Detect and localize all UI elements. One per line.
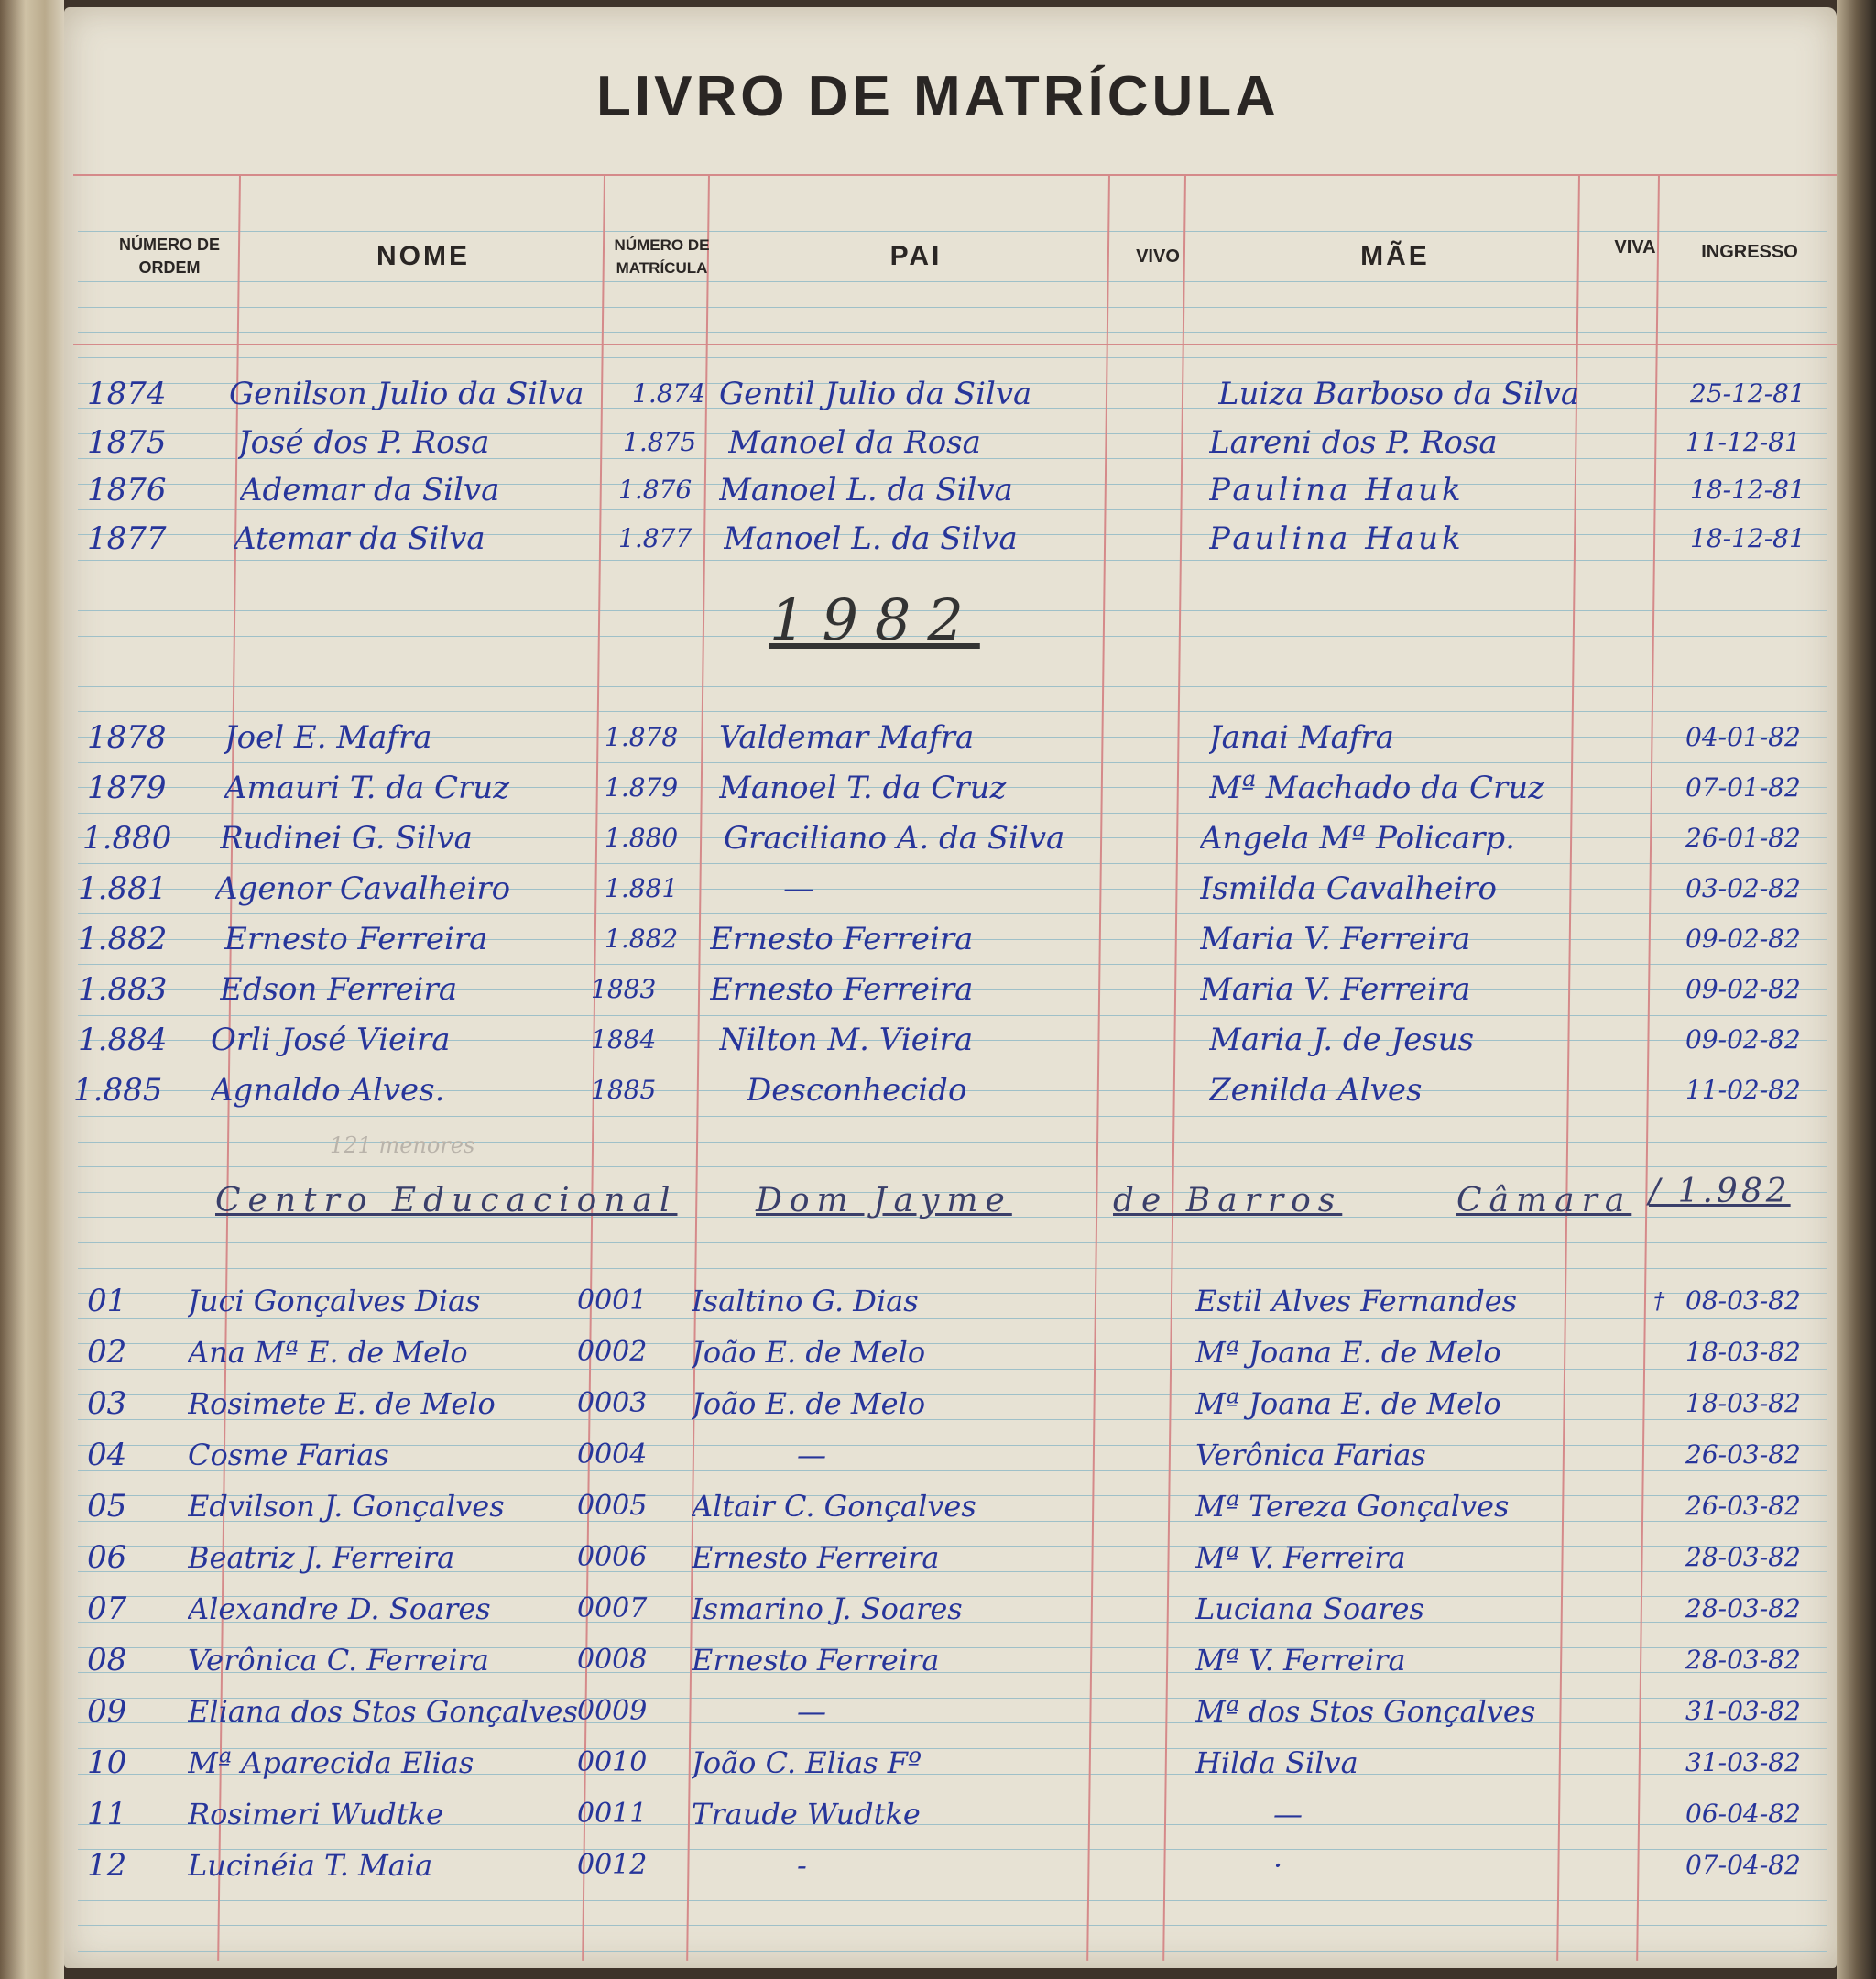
mae-cell: Paulina Hauk	[1209, 520, 1465, 557]
banner-part2: Dom Jayme	[756, 1182, 1012, 1219]
matricula-cell: 0006	[577, 1541, 648, 1573]
ingresso-cell: 07-04-82	[1685, 1850, 1801, 1880]
ingresso-cell: 18-12-81	[1690, 475, 1805, 505]
mae-cell: Hilda Silva	[1195, 1745, 1358, 1780]
ingresso-cell: 18-03-82	[1685, 1337, 1801, 1367]
ordem-cell: 11	[87, 1796, 127, 1832]
ingresso-cell: 28-03-82	[1685, 1645, 1801, 1675]
page-title: LIVRO DE MATRÍCULA	[596, 65, 1280, 128]
nome-cell: Ademar da Silva	[240, 472, 500, 508]
matricula-cell: 1883	[591, 974, 657, 1004]
ruled-line	[78, 1015, 1827, 1016]
ruled-line	[78, 762, 1827, 763]
header-vivo: VIVO	[1136, 246, 1180, 267]
nome-cell: José dos P. Rosa	[238, 424, 490, 461]
ingresso-cell: 11-12-81	[1685, 427, 1801, 457]
mae-cell: —	[1273, 1797, 1303, 1831]
matricula-cell: 0008	[577, 1644, 648, 1676]
ruled-line	[78, 357, 1827, 358]
ruled-line	[78, 332, 1827, 333]
year-heading: 1982	[769, 586, 980, 653]
ingresso-cell: 26-03-82	[1685, 1439, 1801, 1470]
matricula-cell: 1.880	[605, 823, 679, 853]
viva-cell: †	[1653, 1288, 1664, 1314]
ruled-line	[78, 964, 1827, 965]
header-viva: VIVA	[1614, 236, 1656, 257]
pai-cell: Gentil Julio da Silva	[719, 376, 1032, 412]
pai-cell: Manoel L. da Silva	[719, 472, 1013, 508]
ordem-cell: 1.882	[78, 921, 168, 957]
pai-cell: —	[783, 870, 814, 907]
matricula-cell: 1.878	[605, 722, 679, 752]
ordem-cell: 07	[87, 1591, 127, 1627]
ordem-cell: 12	[87, 1847, 127, 1884]
matricula-cell: 0007	[577, 1592, 648, 1624]
ordem-cell: 1874	[87, 376, 167, 412]
ingresso-cell: 31-03-82	[1685, 1747, 1801, 1777]
ordem-cell: 1.885	[73, 1072, 163, 1109]
header-ingresso: INGRESSO	[1701, 241, 1798, 262]
pai-cell: Ernesto Ferreira	[692, 1643, 940, 1678]
faint-pencil-note: 121 menores	[330, 1132, 475, 1158]
banner-part3: de Barros	[1113, 1182, 1343, 1219]
mae-cell: Angela Mª Policarp.	[1200, 820, 1515, 857]
ordem-cell: 1.880	[82, 820, 172, 857]
ingresso-cell: 28-03-82	[1685, 1542, 1801, 1572]
ingresso-cell: 07-01-82	[1685, 772, 1801, 803]
ordem-cell: 1879	[87, 770, 167, 806]
ordem-cell: 01	[87, 1283, 127, 1319]
matricula-cell: 0003	[577, 1387, 648, 1419]
pai-cell: Graciliano A. da Silva	[724, 820, 1065, 857]
nome-cell: Amauri T. da Cruz	[224, 770, 510, 806]
mae-cell: Mª Joana E. de Melo	[1195, 1335, 1501, 1370]
nome-cell: Atemar da Silva	[234, 520, 485, 557]
ruled-line	[78, 711, 1827, 712]
ordem-cell: 03	[87, 1385, 127, 1422]
pai-cell: Ismarino J. Soares	[692, 1591, 963, 1626]
ingresso-cell: 09-02-82	[1685, 1024, 1801, 1055]
mae-cell: Mª V. Ferreira	[1195, 1540, 1406, 1575]
pai-cell: Ernesto Ferreira	[710, 971, 974, 1008]
ordem-cell: 04	[87, 1437, 127, 1473]
mae-cell: Mª V. Ferreira	[1195, 1643, 1406, 1678]
nome-cell: Edvilson J. Gonçalves	[188, 1489, 505, 1524]
mae-cell: Maria V. Ferreira	[1200, 921, 1471, 957]
nome-cell: Ana Mª E. de Melo	[188, 1335, 468, 1370]
header-rule	[73, 344, 1837, 345]
pai-cell: João E. de Melo	[692, 1386, 926, 1421]
ruled-line	[78, 307, 1827, 308]
ingresso-cell: 26-03-82	[1685, 1491, 1801, 1521]
pai-cell: Ernesto Ferreira	[710, 921, 974, 957]
ingresso-cell: 26-01-82	[1685, 823, 1801, 853]
header-ordem: NÚMERO DE ORDEM	[118, 235, 220, 277]
ordem-cell: 10	[87, 1744, 127, 1781]
pai-cell: Ernesto Ferreira	[692, 1540, 940, 1575]
nome-cell: Juci Gonçalves Dias	[188, 1284, 481, 1318]
ordem-cell: 1877	[87, 520, 167, 557]
nome-cell: Eliana dos Stos Gonçalves	[188, 1694, 578, 1729]
mae-cell: Ismilda Cavalheiro	[1200, 870, 1497, 907]
pai-cell: Altair C. Gonçalves	[692, 1489, 976, 1524]
mae-cell: Maria V. Ferreira	[1200, 971, 1471, 1008]
nome-cell: Edson Ferreira	[220, 971, 458, 1008]
matricula-cell: 1884	[591, 1024, 657, 1055]
ingresso-cell: 25-12-81	[1690, 378, 1805, 409]
pai-cell: João E. de Melo	[692, 1335, 926, 1370]
matricula-cell: 1885	[591, 1075, 657, 1105]
ruled-line	[78, 863, 1827, 864]
nome-cell: Lucinéia T. Maia	[188, 1848, 433, 1883]
nome-cell: Verônica C. Ferreira	[188, 1643, 489, 1678]
ruled-line	[78, 686, 1827, 687]
book-spine	[0, 0, 64, 1979]
mae-cell: Mª Joana E. de Melo	[1195, 1386, 1501, 1421]
mae-cell: Verônica Farias	[1195, 1438, 1426, 1472]
page-edge	[1837, 0, 1876, 1979]
matricula-cell: 0012	[577, 1849, 648, 1881]
nome-cell: Joel E. Mafra	[224, 719, 432, 756]
ruled-line	[78, 913, 1827, 914]
matricula-cell: 0001	[577, 1285, 648, 1317]
nome-cell: Orli José Vieira	[211, 1022, 451, 1058]
ordem-cell: 1876	[87, 472, 167, 508]
matricula-cell: 1.875	[623, 427, 697, 457]
pai-cell: Valdemar Mafra	[719, 719, 975, 756]
header-matricula: NÚMERO DE MATRÍCULA	[614, 236, 710, 277]
ruled-line	[78, 1951, 1827, 1952]
pai-cell: Traude Wudtke	[692, 1797, 921, 1831]
mae-cell: Janai Mafra	[1209, 719, 1394, 756]
pai-cell: Nilton M. Vieira	[719, 1022, 974, 1058]
ordem-cell: 06	[87, 1539, 127, 1576]
pai-cell: Isaltino G. Dias	[692, 1284, 919, 1318]
ordem-cell: 08	[87, 1642, 127, 1678]
nome-cell: Beatriz J. Ferreira	[188, 1540, 455, 1575]
matricula-cell: 0002	[577, 1336, 648, 1368]
nome-cell: Rudinei G. Silva	[220, 820, 473, 857]
nome-cell: Genilson Julio da Silva	[229, 376, 584, 412]
matricula-cell: 0009	[577, 1695, 648, 1727]
matricula-cell: 0010	[577, 1746, 648, 1778]
mae-cell: Zenilda Alves	[1209, 1072, 1423, 1109]
ingresso-cell: 31-03-82	[1685, 1696, 1801, 1726]
ordem-cell: 05	[87, 1488, 127, 1525]
nome-cell: Cosme Farias	[188, 1438, 389, 1472]
ingresso-cell: 08-03-82	[1685, 1285, 1801, 1316]
pai-cell: -	[797, 1848, 807, 1883]
ingresso-cell: 06-04-82	[1685, 1799, 1801, 1829]
pai-cell: João C. Elias Fº	[692, 1745, 922, 1780]
mae-cell: ·	[1273, 1848, 1283, 1883]
ordem-cell: 1.881	[78, 870, 168, 907]
ordem-cell: 02	[87, 1334, 127, 1371]
pai-cell: Manoel L. da Silva	[724, 520, 1018, 557]
ordem-cell: 1878	[87, 719, 167, 756]
ruled-line	[78, 1900, 1827, 1901]
matricula-cell: 0011	[577, 1798, 648, 1830]
pai-cell: Desconhecido	[747, 1072, 967, 1109]
matricula-cell: 1.879	[605, 772, 679, 803]
mae-cell: Luiza Barboso da Silva	[1218, 376, 1580, 412]
mae-cell: Maria J. de Jesus	[1209, 1022, 1475, 1058]
matricula-cell: 0005	[577, 1490, 648, 1522]
ingresso-cell: 18-03-82	[1685, 1388, 1801, 1418]
mae-cell: Luciana Soares	[1195, 1591, 1424, 1626]
pai-cell: Manoel T. da Cruz	[719, 770, 1007, 806]
ingresso-cell: 09-02-82	[1685, 924, 1801, 954]
matricula-cell: 1.881	[605, 873, 679, 903]
matricula-cell: 1.877	[618, 523, 693, 553]
mae-cell: Mª dos Stos Gonçalves	[1195, 1694, 1536, 1729]
header-nome: NOME	[376, 241, 470, 271]
nome-cell: Rosimeri Wudtke	[188, 1797, 443, 1831]
header-rule	[73, 174, 1837, 176]
pai-cell: Manoel da Rosa	[728, 424, 981, 461]
ingresso-cell: 28-03-82	[1685, 1593, 1801, 1624]
matricula-cell: 0004	[577, 1438, 648, 1471]
ingresso-cell: 09-02-82	[1685, 974, 1801, 1004]
pai-cell: —	[797, 1694, 826, 1729]
nome-cell: Ernesto Ferreira	[224, 921, 488, 957]
pai-cell: —	[797, 1438, 826, 1472]
ordem-cell: 09	[87, 1693, 127, 1730]
nome-cell: Rosimete E. de Melo	[188, 1386, 496, 1421]
nome-cell: Agnaldo Alves.	[211, 1072, 445, 1109]
ruled-line	[78, 1116, 1827, 1117]
ruled-line	[78, 1925, 1827, 1926]
ruled-line	[78, 813, 1827, 814]
banner-part1: Centro Educacional	[215, 1182, 678, 1219]
mae-cell: Mª Machado da Cruz	[1209, 770, 1545, 806]
nome-cell: Agenor Cavalheiro	[215, 870, 511, 907]
header-pai: PAI	[889, 241, 943, 271]
header-mae: MÃE	[1360, 241, 1430, 271]
mae-cell: Lareni dos P. Rosa	[1209, 424, 1498, 461]
nome-cell: Alexandre D. Soares	[188, 1591, 491, 1626]
banner-part4: Câmara	[1456, 1182, 1632, 1219]
ingresso-cell: 03-02-82	[1685, 873, 1801, 903]
ordem-cell: 1.884	[78, 1022, 168, 1058]
matricula-cell: 1.882	[605, 924, 679, 954]
mae-cell: Estil Alves Fernandes	[1195, 1284, 1518, 1318]
mae-cell: Mª Tereza Gonçalves	[1195, 1489, 1510, 1524]
ordem-cell: 1875	[87, 424, 167, 461]
banner-year: / 1.982	[1649, 1173, 1791, 1210]
mae-cell: Paulina Hauk	[1209, 472, 1465, 508]
nome-cell: Mª Aparecida Elias	[188, 1745, 474, 1780]
ingresso-cell: 18-12-81	[1690, 523, 1805, 553]
ingresso-cell: 04-01-82	[1685, 722, 1801, 752]
matricula-cell: 1.876	[618, 475, 693, 505]
ordem-cell: 1.883	[78, 971, 168, 1008]
matricula-cell: 1.874	[632, 378, 706, 409]
ingresso-cell: 11-02-82	[1685, 1075, 1801, 1105]
